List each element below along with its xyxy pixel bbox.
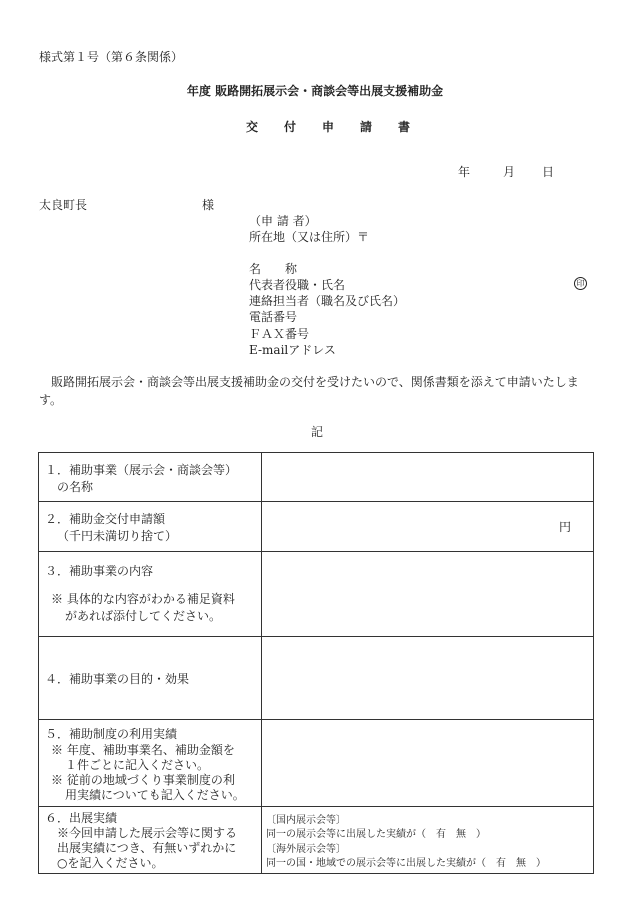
document-title: 年度 販路開拓展示会・商談会等出展支援補助金	[186, 84, 444, 98]
applicant-name: 名 称	[249, 262, 298, 276]
row1-value[interactable]	[262, 453, 594, 502]
row5-label-line4: ※ 従前の地域づくり事業制度の利	[51, 773, 235, 787]
applicant-email: E-mailアドレス	[249, 343, 336, 357]
row5-label-line5: 用実績についても記入ください。	[65, 788, 245, 802]
table-row	[39, 807, 594, 874]
applicant-contact: 連絡担当者（職名及び氏名）	[249, 294, 406, 308]
domestic-record[interactable]: 同一の展示会等に出展した実績が（ 有 無 ）	[266, 829, 486, 840]
row4-label-line1: ４．補助事業の目的・効果	[45, 672, 190, 686]
table-row	[39, 720, 594, 807]
addressee-honorific: 様	[202, 198, 215, 212]
applicant-address: 所在地（又は住所）〒	[249, 230, 370, 244]
form-number: 様式第１号（第６条関係）	[39, 50, 184, 64]
date-year: 年	[458, 165, 471, 179]
row2-value[interactable]	[262, 502, 594, 552]
applicant-fax: ＦＡＸ番号	[249, 327, 310, 341]
table-row	[39, 453, 594, 502]
row3-label-line2: ※ 具体的な内容がわかる補足資料	[51, 592, 235, 606]
applicant-phone: 電話番号	[249, 310, 298, 324]
yen-unit: 円	[559, 520, 572, 534]
application-statement: 販路開拓展示会・商談会等出展支援補助金の交付を受けたいので、関係書類を添えて申請いたします。	[39, 375, 579, 407]
table-row	[39, 502, 594, 552]
addressee-name: 太良町長	[39, 198, 88, 212]
row5-label-line2: ※ 年度、補助事業名、補助金額を	[51, 743, 235, 757]
row6-label-line4: ○を記入ください。	[57, 856, 164, 870]
document-subtitle: 交付申請書	[245, 120, 436, 134]
row6-label-line2: ※今回申請した展示会等に関する	[57, 826, 238, 840]
row3-label-line1: ３．補助事業の内容	[45, 564, 154, 578]
row3-label-line3: があれば添付してください。	[65, 609, 222, 623]
row1-label	[39, 453, 262, 502]
row3-label	[39, 552, 262, 637]
overseas-heading: 〔海外展示会等〕	[266, 844, 346, 855]
table-row	[39, 552, 594, 637]
row2-label-line2: （千円未満切り捨て）	[57, 529, 178, 543]
row6-label-line1: ６．出展実績	[45, 811, 118, 825]
row5-label-line1: ５．補助制度の利用実績	[45, 727, 178, 741]
row4-label	[39, 637, 262, 720]
row5-value[interactable]	[262, 720, 594, 807]
row6-label-line3: 出展実績につき、有無いずれかに	[57, 841, 237, 855]
row2-label-line1: ２．補助金交付申請額	[45, 512, 166, 526]
row1-label-line1: １．補助事業（展示会・商談会等）	[45, 463, 238, 477]
applicant-heading: （申 請 者）	[249, 214, 317, 228]
ki-heading: 記	[311, 425, 324, 439]
seal-mark: 印	[574, 277, 587, 290]
row2-label	[39, 502, 262, 552]
row6-value	[262, 807, 594, 874]
row6-label	[39, 807, 262, 874]
date-month: 月	[503, 165, 516, 179]
table-row	[39, 637, 594, 720]
row1-label-line2: の名称	[57, 480, 94, 494]
domestic-heading: 〔国内展示会等〕	[266, 815, 346, 826]
row3-value[interactable]	[262, 552, 594, 637]
overseas-record[interactable]: 同一の国・地域での展示会等に出展した実績が（ 有 無 ）	[266, 858, 546, 869]
row5-label-line3: １件ごとに記入ください。	[65, 758, 210, 772]
application-form-table	[38, 452, 594, 874]
row4-value[interactable]	[262, 637, 594, 720]
date-day: 日	[542, 165, 555, 179]
row5-label	[39, 720, 262, 807]
applicant-representative: 代表者役職・氏名	[249, 278, 346, 292]
